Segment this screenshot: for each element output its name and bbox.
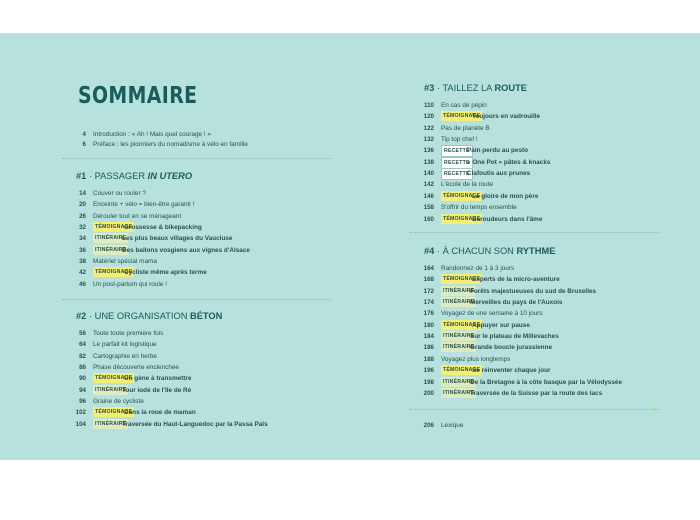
page-number: 32 <box>79 224 86 232</box>
entry-title: Voyagez plus longtemps <box>441 355 511 363</box>
list-item <box>414 331 684 343</box>
list-item <box>66 233 336 245</box>
list-item <box>66 328 336 340</box>
entry-title: Voyagez de une semaine à 10 jours <box>441 310 543 318</box>
entry-title: Des ballons vosgiens aux vignes d'Alsace <box>122 246 250 254</box>
itineraire-tag: ITINÉRAIRE <box>443 287 475 294</box>
recette-tag: RECETTE <box>441 168 473 180</box>
entry-title: Cartographie en herbe <box>93 352 157 360</box>
section-title: · TAILLEZ LA <box>434 83 495 93</box>
entry-title: Un gène à transmettre <box>124 375 192 383</box>
entry-title: L'école de la route <box>441 181 494 189</box>
list-item <box>414 168 684 180</box>
list-item <box>414 179 684 191</box>
section-title: · À CHACUN SON <box>434 246 517 256</box>
itineraire-tag: ITINÉRAIRE <box>95 386 127 393</box>
list-item <box>414 274 684 286</box>
list-item <box>414 354 684 366</box>
page-number: 142 <box>423 181 434 189</box>
list-item <box>66 256 336 268</box>
list-item <box>66 351 336 363</box>
page-number: 14 <box>79 190 86 197</box>
temoignage-tag: TÉMOIGNAGE <box>95 375 133 382</box>
section-number: #1 <box>76 171 87 181</box>
page-number: 172 <box>423 287 434 295</box>
page-number: 140 <box>423 170 434 178</box>
page-number: 26 <box>79 212 86 220</box>
entry-title: Pas de planète B <box>441 124 490 132</box>
entry-title: Experts de la micro-aventure <box>472 276 560 284</box>
page-number: 138 <box>423 158 434 166</box>
page-number: 168 <box>423 276 434 284</box>
decorative-dot <box>652 408 655 411</box>
entry-title: Toujours en vadrouille <box>472 113 541 121</box>
list-item <box>414 365 684 377</box>
section-3 <box>414 83 684 233</box>
temoignage-tag: TÉMOIGNAGE <box>95 409 133 416</box>
page-number: 132 <box>423 136 434 144</box>
entry-title: Un post-partum qui roule ! <box>93 280 167 288</box>
entry-title: Randonnez de 1 à 3 jours <box>441 265 515 272</box>
itineraire-tag: ITINÉRAIRE <box>95 420 127 427</box>
recette-tag: RECETTE <box>441 157 473 169</box>
section-title: · PASSAGER <box>86 171 148 181</box>
page-number: 38 <box>79 258 86 266</box>
section-4 <box>414 246 684 406</box>
list-item <box>414 191 684 203</box>
list-item <box>66 222 336 234</box>
list-item <box>66 373 336 385</box>
page-number: 180 <box>423 321 434 329</box>
page-number: 94 <box>79 386 86 394</box>
page-number: 200 <box>423 389 434 397</box>
section-1 <box>66 171 346 291</box>
entry-title: Phase découverte enclenchée <box>93 364 179 372</box>
divider <box>410 232 660 233</box>
list-item <box>414 377 684 389</box>
section-number: #3 <box>424 83 435 93</box>
entry-title: Tour iodé de l'île de Ré <box>122 386 192 394</box>
entry-title: Baroudeurs dans l'âme <box>472 215 543 223</box>
recette-tag: RECETTE <box>441 145 473 157</box>
entry-title: Pain perdu au pesto <box>467 147 529 155</box>
lexique-entry <box>414 420 614 434</box>
entry-title: « One Pot » pâtes & knacks <box>467 158 551 166</box>
entry-title: Merveilles du pays de l'Auxois <box>470 299 563 307</box>
list-item <box>66 211 336 223</box>
entry-title: Forêts majestueuses du sud de Bruxelles <box>470 287 597 295</box>
entry-title: Dérouler tout en se ménageant <box>93 212 182 220</box>
section-title-emphasis: RYTHME <box>516 246 556 256</box>
page-number: 64 <box>79 341 86 349</box>
entry-title: Dans la roue de maman <box>124 409 196 417</box>
list-item <box>414 145 684 157</box>
entry-title: Se réinventer chaque jour <box>472 367 551 375</box>
temoignage-tag: TÉMOIGNAGE <box>95 224 133 231</box>
temoignage-tag: TÉMOIGNAGE <box>443 276 481 283</box>
list-item <box>66 385 336 397</box>
entry-title: S'offrir du temps ensemble <box>441 204 517 212</box>
page-number: 160 <box>423 215 434 223</box>
entry-title: De la Bretagne à la côte basque par la Vélodyssée <box>470 378 623 386</box>
page-number: 42 <box>79 269 86 277</box>
list-item <box>66 339 336 351</box>
book-page <box>0 33 700 460</box>
page-number: 82 <box>79 352 86 360</box>
page-number: 4 <box>82 131 86 138</box>
list-item <box>66 199 336 211</box>
entry-title: Grossesse & bikepacking <box>124 224 202 232</box>
section-title-emphasis: BÉTON <box>190 311 223 321</box>
list-item <box>66 139 366 151</box>
page-number: 34 <box>79 235 86 243</box>
entry-title: La gloire de mon père <box>472 192 539 200</box>
entry-title: Appuyer sur pause <box>472 321 530 329</box>
divider <box>62 299 332 300</box>
entry-title: Cycliste même après terme <box>124 269 207 277</box>
entry-title: Les plus beaux villages du Vaucluse <box>122 235 233 243</box>
page-number: 56 <box>79 330 86 337</box>
list-item <box>66 407 336 419</box>
entry-title: Enceinte + vélo = bien-être garanti ! <box>93 201 195 209</box>
entry-title: Graine de cycliste <box>93 398 144 406</box>
temoignage-tag: TÉMOIGNAGE <box>443 321 481 328</box>
entry-title: Traversée de la Suisse par la route des lacs <box>470 389 603 397</box>
entry-title: Couver ou rouler ? <box>93 190 146 197</box>
page-number: 104 <box>75 420 86 428</box>
itineraire-tag: ITINÉRAIRE <box>443 333 475 340</box>
page-number: 110 <box>424 102 434 109</box>
page-number: 198 <box>423 378 434 386</box>
list-item <box>414 297 684 309</box>
itineraire-tag: ITINÉRAIRE <box>443 389 475 396</box>
page-number: 176 <box>423 310 434 318</box>
temoignage-tag: TÉMOIGNAGE <box>443 367 481 374</box>
page-number: 184 <box>423 333 434 341</box>
itineraire-tag: ITINÉRAIRE <box>95 235 127 242</box>
list-item <box>414 342 684 354</box>
section-heading <box>424 83 527 93</box>
page-number: 86 <box>79 364 86 372</box>
entry-title: Grande boucle jurassienne <box>470 344 553 352</box>
intro-list <box>66 129 366 159</box>
divider <box>410 409 660 410</box>
page-number: 102 <box>75 409 86 417</box>
divider <box>62 158 332 159</box>
section-heading <box>76 171 192 181</box>
entry-title: Tip top chef ! <box>441 136 478 144</box>
section-number: #4 <box>424 246 435 256</box>
temoignage-tag: TÉMOIGNAGE <box>443 113 481 120</box>
list-item <box>414 263 684 275</box>
list-item <box>66 245 336 257</box>
entry-title: En cas de pépin <box>441 102 487 109</box>
page-number: 90 <box>79 375 86 383</box>
entry-title: Clafoutis aux prunes <box>467 170 531 178</box>
list-item <box>414 100 684 112</box>
section-title: · UNE ORGANISATION <box>86 311 190 321</box>
list-item <box>414 214 684 226</box>
section-heading <box>76 311 222 321</box>
page-title: SOMMAIRE <box>78 83 198 109</box>
page-number: 46 <box>79 280 86 288</box>
page-number: 122 <box>423 124 434 132</box>
page-number: 6 <box>82 141 86 148</box>
list-item <box>66 267 336 279</box>
list-item <box>66 396 336 408</box>
list-item <box>414 308 684 320</box>
temoignage-tag: TÉMOIGNAGE <box>443 192 481 199</box>
page-number: 96 <box>79 398 86 406</box>
list-item <box>414 134 684 146</box>
itineraire-tag: ITINÉRAIRE <box>443 344 475 351</box>
page-number: 136 <box>423 147 434 155</box>
page-number: 146 <box>423 192 434 200</box>
page-number: 186 <box>423 344 434 352</box>
section-title-emphasis: IN UTERO <box>147 171 193 181</box>
list-item <box>414 123 684 135</box>
list-item <box>66 362 336 374</box>
section-number: #2 <box>76 311 87 321</box>
section-heading <box>424 246 555 256</box>
page-number: 206 <box>423 422 434 429</box>
list-item <box>414 388 684 400</box>
page-number: 188 <box>423 355 434 363</box>
entry-title: Introduction : « Ah ! Mais quel courage ! » <box>93 131 211 138</box>
page-number: 20 <box>79 201 86 209</box>
entry-title: Traversée du Haut-Languedoc par la Passa Païs <box>122 420 268 428</box>
page-number: 164 <box>423 265 434 272</box>
entry-title: Lexique <box>441 422 464 429</box>
list-item <box>66 188 336 200</box>
page-number: 120 <box>423 113 434 121</box>
list-item <box>414 286 684 298</box>
page-number: 196 <box>423 367 434 375</box>
list-item <box>414 157 684 169</box>
temoignage-tag: TÉMOIGNAGE <box>443 215 481 222</box>
list-item <box>414 111 684 123</box>
list-item <box>414 320 684 332</box>
page-number: 158 <box>423 204 434 212</box>
list-item <box>66 279 336 291</box>
section-title-emphasis: ROUTE <box>494 83 528 93</box>
entry-title: Le parfait kit logistique <box>93 341 157 349</box>
section-2 <box>66 311 346 436</box>
page-number: 174 <box>423 299 434 307</box>
page-number: 36 <box>79 246 86 254</box>
entry-title: Sur le plateau de Millevaches <box>470 333 559 341</box>
temoignage-tag: TÉMOIGNAGE <box>95 269 133 276</box>
list-item <box>66 419 336 431</box>
itineraire-tag: ITINÉRAIRE <box>95 246 127 253</box>
entry-title: Matériel spécial mama <box>93 258 157 266</box>
itineraire-tag: ITINÉRAIRE <box>443 299 475 306</box>
entry-title: Préface : les pionniers du nomadisme à vélo en famille <box>93 141 248 148</box>
itineraire-tag: ITINÉRAIRE <box>443 378 475 385</box>
entry-title: Toute toute première fois <box>93 330 164 337</box>
list-item <box>414 202 684 214</box>
list-item <box>414 420 614 432</box>
